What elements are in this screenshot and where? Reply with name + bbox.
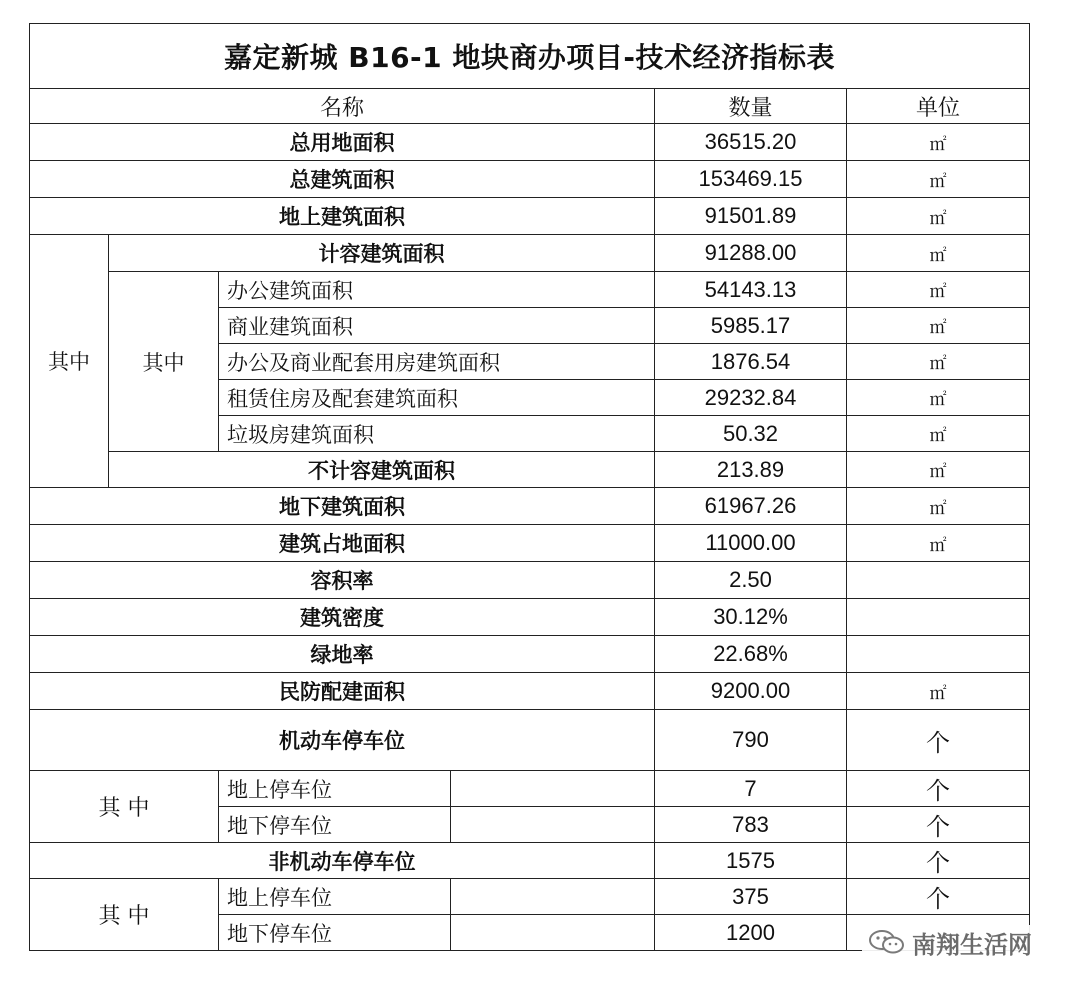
row-value: 790 (655, 710, 847, 771)
row-name: 地上建筑面积 (30, 198, 655, 235)
row-unit: ㎡ (847, 198, 1030, 235)
row-name: 民防配建面积 (30, 673, 655, 710)
row-empty-cell (451, 879, 655, 915)
row-value: 213.89 (655, 452, 847, 488)
row-name: 总建筑面积 (30, 161, 655, 198)
watermark-text: 南翔生活网 (912, 930, 1032, 959)
row-unit: ㎡ (847, 525, 1030, 562)
table-row (30, 161, 1030, 198)
row-unit: ㎡ (847, 673, 1030, 710)
table-row (30, 599, 1030, 636)
qizhong-outer-label: 其中 (30, 235, 109, 488)
row-name: 地下停车位 (219, 915, 451, 951)
table-row (30, 843, 1030, 879)
row-unit: ㎡ (847, 380, 1030, 416)
header-row (30, 89, 1030, 124)
row-name: 机动车停车位 (30, 710, 655, 771)
table-row (30, 771, 1030, 807)
row-value: 1200 (655, 915, 847, 951)
row-name: 商业建筑面积 (219, 308, 655, 344)
row-name: 建筑密度 (30, 599, 655, 636)
table-row (30, 488, 1030, 525)
row-name: 绿地率 (30, 636, 655, 673)
row-value: 61967.26 (655, 488, 847, 525)
table-row (30, 673, 1030, 710)
table-row (30, 525, 1030, 562)
row-name: 地下建筑面积 (30, 488, 655, 525)
row-unit: ㎡ (847, 416, 1030, 452)
row-name: 总用地面积 (30, 124, 655, 161)
row-value: 1876.54 (655, 344, 847, 380)
row-name: 垃圾房建筑面积 (219, 416, 655, 452)
row-value: 30.12% (655, 599, 847, 636)
row-unit: ㎡ (847, 161, 1030, 198)
row-unit: 个 (847, 710, 1030, 771)
wechat-icon (868, 930, 906, 954)
table-row (30, 710, 1030, 771)
row-name: 办公建筑面积 (219, 272, 655, 308)
header-name: 名称 (30, 89, 655, 124)
table-row (30, 636, 1030, 673)
row-value: 783 (655, 807, 847, 843)
row-unit-empty (847, 562, 1030, 599)
row-value: 2.50 (655, 562, 847, 599)
table-row (30, 272, 1030, 308)
table-row (30, 562, 1030, 599)
table-title: 嘉定新城 B16-1 地块商办项目-技术经济指标表 (30, 24, 1030, 89)
row-value: 375 (655, 879, 847, 915)
qizhong-motor-label: 其 中 (30, 771, 219, 843)
qizhong-inner-label: 其中 (109, 272, 219, 452)
row-unit: ㎡ (847, 124, 1030, 161)
row-value: 9200.00 (655, 673, 847, 710)
table-row (30, 235, 1030, 272)
row-value: 54143.13 (655, 272, 847, 308)
table-row (30, 198, 1030, 235)
header-quantity: 数量 (655, 89, 847, 124)
row-name: 地上停车位 (219, 771, 451, 807)
row-value: 11000.00 (655, 525, 847, 562)
title-row (30, 24, 1030, 89)
row-unit-empty (847, 599, 1030, 636)
row-empty-cell (451, 915, 655, 951)
qizhong-nonmotor-label: 其 中 (30, 879, 219, 951)
row-unit: ㎡ (847, 308, 1030, 344)
table-row (30, 452, 1030, 488)
row-value: 91288.00 (655, 235, 847, 272)
row-unit: 个 (847, 807, 1030, 843)
row-value: 29232.84 (655, 380, 847, 416)
row-name: 计容建筑面积 (109, 235, 655, 272)
row-unit: ㎡ (847, 452, 1030, 488)
row-unit-empty (847, 636, 1030, 673)
row-value: 153469.15 (655, 161, 847, 198)
row-unit: ㎡ (847, 488, 1030, 525)
row-unit: ㎡ (847, 235, 1030, 272)
row-unit: 个 (847, 843, 1030, 879)
watermark (862, 925, 1038, 959)
row-value: 91501.89 (655, 198, 847, 235)
row-value: 7 (655, 771, 847, 807)
row-name: 非机动车停车位 (30, 843, 655, 879)
row-empty-cell (451, 771, 655, 807)
row-name: 租赁住房及配套建筑面积 (219, 380, 655, 416)
row-name: 办公及商业配套用房建筑面积 (219, 344, 655, 380)
row-name: 建筑占地面积 (30, 525, 655, 562)
header-unit: 单位 (847, 89, 1030, 124)
row-name: 不计容建筑面积 (109, 452, 655, 488)
row-value: 50.32 (655, 416, 847, 452)
row-unit: 个 (847, 771, 1030, 807)
table-row (30, 124, 1030, 161)
indicator-table (29, 23, 1030, 951)
row-name: 地下停车位 (219, 807, 451, 843)
row-value: 36515.20 (655, 124, 847, 161)
table-row (30, 879, 1030, 915)
row-value: 1575 (655, 843, 847, 879)
row-name: 容积率 (30, 562, 655, 599)
row-unit: ㎡ (847, 344, 1030, 380)
row-empty-cell (451, 807, 655, 843)
row-name: 地上停车位 (219, 879, 451, 915)
row-unit: 个 (847, 879, 1030, 915)
row-value: 22.68% (655, 636, 847, 673)
row-value: 5985.17 (655, 308, 847, 344)
row-unit: ㎡ (847, 272, 1030, 308)
